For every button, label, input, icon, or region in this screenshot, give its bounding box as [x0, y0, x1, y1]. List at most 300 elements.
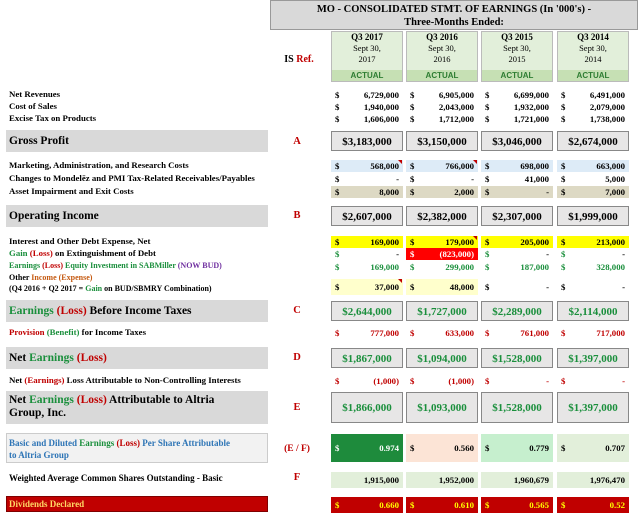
prov-rest: for Income Taxes	[79, 327, 147, 337]
cell-operating-income	[557, 206, 629, 226]
cell-cost-of-sales	[557, 101, 629, 113]
cell-other	[481, 279, 553, 295]
ebt-rest: Before Income Taxes	[86, 305, 192, 317]
other-word: Other	[9, 273, 32, 282]
cell-net-revenues	[481, 89, 553, 101]
dollar-sign: $	[561, 443, 566, 453]
column-year: 2014	[584, 54, 602, 64]
cell-marketing	[331, 160, 403, 172]
cell-provision	[406, 327, 478, 339]
eps-rest: Per Share Attributable	[140, 438, 230, 448]
dollar-sign: $	[561, 282, 566, 292]
cell-net-earnings	[481, 348, 553, 368]
income-expense: Income (Expense)	[31, 273, 93, 282]
cell-marketing	[406, 160, 478, 172]
dollar-sign: $	[485, 237, 490, 247]
cell-value: $1,727,000	[417, 306, 467, 318]
dollar-sign: $	[561, 328, 566, 338]
column-q: Q3 2017	[351, 32, 383, 42]
cell-value: 761,000	[520, 328, 549, 338]
note-c: on BUD/SBMRY Combination)	[102, 284, 212, 293]
cell-value: -	[546, 249, 549, 259]
cell-nci	[406, 375, 478, 387]
comment-indicator-icon	[473, 236, 477, 240]
cell-changes-mondelez	[557, 173, 629, 185]
eq-earnings: Earnings	[9, 261, 43, 270]
column-date: Sept 30,	[579, 43, 607, 53]
dollar-sign: $	[335, 500, 340, 510]
eps-loss: (Loss)	[116, 438, 141, 448]
cell-value: -	[622, 249, 625, 259]
ref-shares: F	[293, 472, 301, 483]
cell-gross-profit	[331, 131, 403, 151]
dollar-sign: $	[410, 174, 415, 184]
cell-value: 6,905,000	[438, 90, 474, 100]
label-note	[9, 284, 212, 293]
eq-now-bud: (NOW BUD)	[177, 261, 222, 270]
cell-value: $1,397,000	[568, 402, 618, 414]
dollar-sign: $	[335, 102, 340, 112]
label-provision	[9, 327, 146, 337]
nci-earnings: (Earnings)	[24, 375, 65, 385]
ref-eps: (E / F)	[284, 444, 310, 454]
dollar-sign: $	[485, 262, 490, 272]
cell-shares	[557, 472, 629, 488]
cell-value: $1,093,000	[417, 402, 467, 414]
cell-value: -	[546, 187, 549, 197]
label-dividends: Dividends Declared	[9, 499, 85, 509]
dollar-sign: $	[335, 376, 340, 386]
column-header-0	[331, 31, 403, 82]
cell-value: $1,094,000	[417, 353, 467, 365]
cell-value: $1,528,000	[492, 353, 542, 365]
eps-earnings: Earnings	[79, 438, 117, 448]
dollar-sign: $	[485, 500, 490, 510]
nci-rest: Loss Attributable to Non-Controlling Interests	[64, 375, 241, 385]
cell-asset-impairment	[331, 186, 403, 198]
cell-value: 1,606,000	[363, 114, 399, 124]
cell-interest	[481, 236, 553, 248]
cell-value: 1,738,000	[589, 114, 625, 124]
eq-rest: Equity Investment in SABMiller	[63, 261, 178, 270]
cell-equity	[406, 261, 478, 273]
column-date: Sept 30,	[353, 43, 381, 53]
is-label: IS	[284, 54, 297, 65]
cell-asset-impairment	[481, 186, 553, 198]
cell-altria	[331, 392, 403, 423]
cell-value: -	[546, 376, 549, 386]
cell-operating-income	[406, 206, 478, 226]
dollar-sign: $	[485, 90, 490, 100]
cell-nci	[481, 375, 553, 387]
comment-indicator-icon	[398, 160, 402, 164]
cell-value: 0.560	[454, 443, 474, 453]
cell-value: 6,729,000	[363, 90, 399, 100]
dollar-sign: $	[485, 249, 490, 259]
cell-value: 2,043,000	[438, 102, 474, 112]
cell-altria	[406, 392, 478, 423]
statement-header	[270, 0, 638, 30]
statement-subtitle: Three-Months Ended:	[404, 17, 504, 28]
cell-value: $2,607,000	[342, 211, 392, 223]
statement-title: MO - CONSOLIDATED STMT. OF EARNINGS (In '000's) -	[316, 4, 592, 15]
cell-ebt	[331, 301, 403, 321]
label-altria	[9, 394, 214, 420]
cell-value: 213,000	[596, 237, 625, 247]
column-header-2	[481, 31, 553, 82]
cell-eps	[406, 434, 478, 462]
dollar-sign: $	[410, 249, 415, 259]
dollar-sign: $	[335, 174, 340, 184]
dollar-sign: $	[410, 328, 415, 338]
column-date: Sept 30,	[428, 43, 456, 53]
ae-earnings: Earnings	[29, 394, 77, 406]
label-changes-mondelez: Changes to Mondelēz and PMI Tax-Related Receivables/Payables	[9, 173, 255, 183]
cell-interest	[557, 236, 629, 248]
gain-rest: on Extinguishment of Debt	[52, 248, 156, 258]
cell-value: $1,866,000	[342, 402, 392, 414]
label-nci	[9, 375, 241, 385]
cell-interest	[406, 236, 478, 248]
cell-operating-income	[331, 206, 403, 226]
cell-value: 1,952,000	[438, 475, 474, 485]
dollar-sign: $	[410, 237, 415, 247]
cell-value: 1,940,000	[363, 102, 399, 112]
ae-group: Group, Inc.	[9, 407, 66, 419]
column-header-1	[406, 31, 478, 82]
label-cost-of-sales: Cost of Sales	[9, 101, 57, 111]
cell-value: 0.660	[379, 500, 399, 510]
dollar-sign: $	[485, 114, 490, 124]
loss-word: (Loss)	[29, 248, 53, 258]
comment-indicator-icon	[398, 279, 402, 283]
cell-asset-impairment	[557, 186, 629, 198]
cell-value: 0.974	[379, 443, 399, 453]
cell-value: 7,000	[605, 187, 625, 197]
cell-eps	[331, 434, 403, 462]
label-eps	[9, 437, 230, 461]
is-ref-header	[279, 54, 319, 65]
cell-gross-profit	[557, 131, 629, 151]
cell-value: 1,712,000	[438, 114, 474, 124]
cell-value: 299,000	[445, 262, 474, 272]
dollar-sign: $	[335, 443, 340, 453]
cell-dividends	[331, 497, 403, 513]
cell-altria	[557, 392, 629, 423]
column-header-3	[557, 31, 629, 82]
dollar-sign: $	[561, 102, 566, 112]
cell-value: -	[622, 282, 625, 292]
cell-value: $2,307,000	[492, 211, 542, 223]
dollar-sign: $	[485, 161, 490, 171]
ae-net: Net	[9, 394, 30, 406]
cell-value: $2,382,000	[417, 211, 467, 223]
cell-changes-mondelez	[481, 173, 553, 185]
cell-value: (823,000)	[439, 249, 474, 259]
cell-value: 1,721,000	[513, 114, 549, 124]
cell-value: $3,150,000	[417, 136, 467, 148]
cell-value: 1,915,000	[363, 475, 399, 485]
dollar-sign: $	[561, 500, 566, 510]
cell-other	[557, 279, 629, 295]
cell-value: 698,000	[520, 161, 549, 171]
label-shares: Weighted Average Common Shares Outstanding - Basic	[9, 473, 223, 483]
cell-asset-impairment	[406, 186, 478, 198]
cell-value: 169,000	[370, 262, 399, 272]
cell-gross-profit	[406, 131, 478, 151]
cell-value: 1,960,679	[513, 475, 549, 485]
cell-value: 328,000	[596, 262, 625, 272]
cell-value: 0.52	[609, 500, 625, 510]
dollar-sign: $	[335, 262, 340, 272]
cell-excise-tax	[331, 113, 403, 125]
cell-changes-mondelez	[331, 173, 403, 185]
dollar-sign: $	[561, 262, 566, 272]
cell-value: 37,000	[374, 282, 399, 292]
dollar-sign: $	[410, 90, 415, 100]
cell-marketing	[481, 160, 553, 172]
cell-provision	[557, 327, 629, 339]
dollar-sign: $	[410, 282, 415, 292]
cell-value: 0.779	[529, 443, 549, 453]
cell-ebt	[406, 301, 478, 321]
cell-value: $1,528,000	[492, 402, 542, 414]
label-operating-income: Operating Income	[9, 210, 99, 222]
label-net-revenues: Net Revenues	[9, 89, 61, 99]
cell-provision	[331, 327, 403, 339]
cell-value: (1,000)	[448, 376, 474, 386]
cell-nci	[557, 375, 629, 387]
cell-gain	[331, 248, 403, 260]
cell-changes-mondelez	[406, 173, 478, 185]
cell-value: -	[396, 174, 399, 184]
label-equity	[9, 261, 222, 270]
cell-provision	[481, 327, 553, 339]
label-marketing: Marketing, Administration, and Research Costs	[9, 160, 189, 170]
dollar-sign: $	[410, 500, 415, 510]
cell-marketing	[557, 160, 629, 172]
label-other	[9, 273, 92, 282]
cell-value: 663,000	[596, 161, 625, 171]
cell-other	[406, 279, 478, 295]
cell-net-earnings	[557, 348, 629, 368]
eps-basic: Basic and Diluted	[9, 438, 80, 448]
cell-value: -	[396, 249, 399, 259]
dollar-sign: $	[335, 161, 340, 171]
dollar-sign: $	[410, 161, 415, 171]
dollar-sign: $	[335, 237, 340, 247]
cell-value: 766,000	[445, 161, 474, 171]
cell-value: 1,976,470	[589, 475, 625, 485]
cell-cost-of-sales	[481, 101, 553, 113]
cell-shares	[331, 472, 403, 488]
cell-value: -	[622, 376, 625, 386]
label-net-earnings	[9, 352, 107, 364]
dollar-sign: $	[410, 443, 415, 453]
cell-dividends	[557, 497, 629, 513]
cell-value: 5,000	[605, 174, 625, 184]
cell-eps	[481, 434, 553, 462]
cell-value: $2,114,000	[568, 306, 618, 318]
cell-value: 717,000	[596, 328, 625, 338]
cell-net-earnings	[406, 348, 478, 368]
ne-net: Net	[9, 352, 30, 364]
ref-net-earnings: D	[293, 352, 301, 363]
dollar-sign: $	[485, 443, 490, 453]
column-q: Q3 2014	[577, 32, 609, 42]
column-year: 2017	[358, 54, 376, 64]
dollar-sign: $	[485, 282, 490, 292]
cell-value: 169,000	[370, 237, 399, 247]
label-ebt	[9, 305, 192, 317]
comment-indicator-icon	[473, 160, 477, 164]
dollar-sign: $	[561, 90, 566, 100]
column-year: 2016	[433, 54, 451, 64]
dollar-sign: $	[561, 187, 566, 197]
cell-value: 633,000	[445, 328, 474, 338]
dollar-sign: $	[335, 114, 340, 124]
eps-altria: to Altria Group	[9, 450, 69, 460]
dollar-sign: $	[485, 102, 490, 112]
dollar-sign: $	[561, 174, 566, 184]
cell-equity	[331, 261, 403, 273]
cell-net-earnings	[331, 348, 403, 368]
column-status: ACTUAL	[332, 70, 402, 81]
cell-dividends	[406, 497, 478, 513]
ne-loss: (Loss)	[76, 352, 107, 364]
dollar-sign: $	[335, 282, 340, 292]
cell-equity	[557, 261, 629, 273]
cell-value: 6,491,000	[589, 90, 625, 100]
cell-value: 6,699,000	[513, 90, 549, 100]
cell-cost-of-sales	[331, 101, 403, 113]
cell-value: 187,000	[520, 262, 549, 272]
dollar-sign: $	[335, 187, 340, 197]
cell-cost-of-sales	[406, 101, 478, 113]
cell-value: 568,000	[370, 161, 399, 171]
dollar-sign: $	[410, 187, 415, 197]
dollar-sign: $	[485, 328, 490, 338]
cell-shares	[481, 472, 553, 488]
dollar-sign: $	[561, 237, 566, 247]
note-a: (Q4 2016 + Q2 2017 =	[9, 284, 86, 293]
cell-value: $1,867,000	[342, 353, 392, 365]
cell-value: $2,289,000	[492, 306, 542, 318]
column-status: ACTUAL	[407, 70, 477, 81]
cell-other	[331, 279, 403, 295]
dollar-sign: $	[561, 376, 566, 386]
dollar-sign: $	[561, 114, 566, 124]
column-year: 2015	[508, 54, 526, 64]
cell-excise-tax	[406, 113, 478, 125]
eq-loss: (Loss)	[42, 261, 64, 270]
cell-altria	[481, 392, 553, 423]
column-status: ACTUAL	[558, 70, 628, 81]
ebt-loss: (Loss)	[56, 305, 87, 317]
prov-word: Provision	[9, 327, 47, 337]
cell-value: 0.565	[529, 500, 549, 510]
dollar-sign: $	[335, 328, 340, 338]
ae-rest: Attributable to Altria	[106, 394, 215, 406]
cell-ebt	[557, 301, 629, 321]
label-interest: Interest and Other Debt Expense, Net	[9, 236, 151, 246]
dollar-sign: $	[485, 376, 490, 386]
label-asset-impairment: Asset Impairment and Exit Costs	[9, 186, 134, 196]
ref-altria: E	[293, 402, 301, 413]
cell-equity	[481, 261, 553, 273]
cell-value: 8,000	[379, 187, 399, 197]
dollar-sign: $	[410, 114, 415, 124]
ebt-earnings: Earnings	[9, 305, 57, 317]
cell-value: -	[471, 174, 474, 184]
cell-gross-profit	[481, 131, 553, 151]
cell-net-revenues	[406, 89, 478, 101]
ref-operating-income: B	[293, 210, 301, 221]
gain-word: Gain	[9, 248, 30, 258]
cell-value: -	[546, 282, 549, 292]
cell-value: $2,644,000	[342, 306, 392, 318]
cell-value: 1,932,000	[513, 102, 549, 112]
cell-value: 2,079,000	[589, 102, 625, 112]
cell-value: $1,397,000	[568, 353, 618, 365]
cell-excise-tax	[481, 113, 553, 125]
dollar-sign: $	[561, 249, 566, 259]
ref-label: Ref.	[296, 54, 314, 65]
cell-eps	[557, 434, 629, 462]
cell-net-revenues	[557, 89, 629, 101]
cell-value: 41,000	[524, 174, 549, 184]
dollar-sign: $	[410, 376, 415, 386]
cell-value: $3,046,000	[492, 136, 542, 148]
cell-interest	[331, 236, 403, 248]
cell-shares	[406, 472, 478, 488]
cell-value: 777,000	[370, 328, 399, 338]
cell-value: 0.707	[605, 443, 625, 453]
nci-net: Net	[9, 375, 25, 385]
cell-operating-income	[481, 206, 553, 226]
column-date: Sept 30,	[503, 43, 531, 53]
dollar-sign: $	[485, 187, 490, 197]
label-gain	[9, 248, 156, 258]
ref-gross-profit: A	[293, 136, 301, 147]
cell-ebt	[481, 301, 553, 321]
cell-value: (1,000)	[373, 376, 399, 386]
column-q: Q3 2016	[426, 32, 458, 42]
dollar-sign: $	[561, 161, 566, 171]
ref-ebt: C	[293, 305, 301, 316]
cell-dividends	[481, 497, 553, 513]
prov-benefit: (Benefit)	[46, 327, 80, 337]
label-excise-tax: Excise Tax on Products	[9, 113, 97, 123]
cell-net-revenues	[331, 89, 403, 101]
cell-value: $2,674,000	[568, 136, 618, 148]
dollar-sign: $	[335, 90, 340, 100]
cell-gain	[481, 248, 553, 260]
label-gross-profit: Gross Profit	[9, 135, 69, 147]
dollar-sign: $	[485, 174, 490, 184]
cell-value: 48,000	[449, 282, 474, 292]
dollar-sign: $	[335, 249, 340, 259]
cell-value: $1,999,000	[568, 211, 618, 223]
cell-value: $3,183,000	[342, 136, 392, 148]
cell-value: 205,000	[520, 237, 549, 247]
dollar-sign: $	[410, 262, 415, 272]
column-q: Q3 2015	[501, 32, 533, 42]
cell-excise-tax	[557, 113, 629, 125]
cell-gain	[406, 248, 478, 260]
note-gain: Gain	[85, 284, 103, 293]
column-status: ACTUAL	[482, 70, 552, 81]
